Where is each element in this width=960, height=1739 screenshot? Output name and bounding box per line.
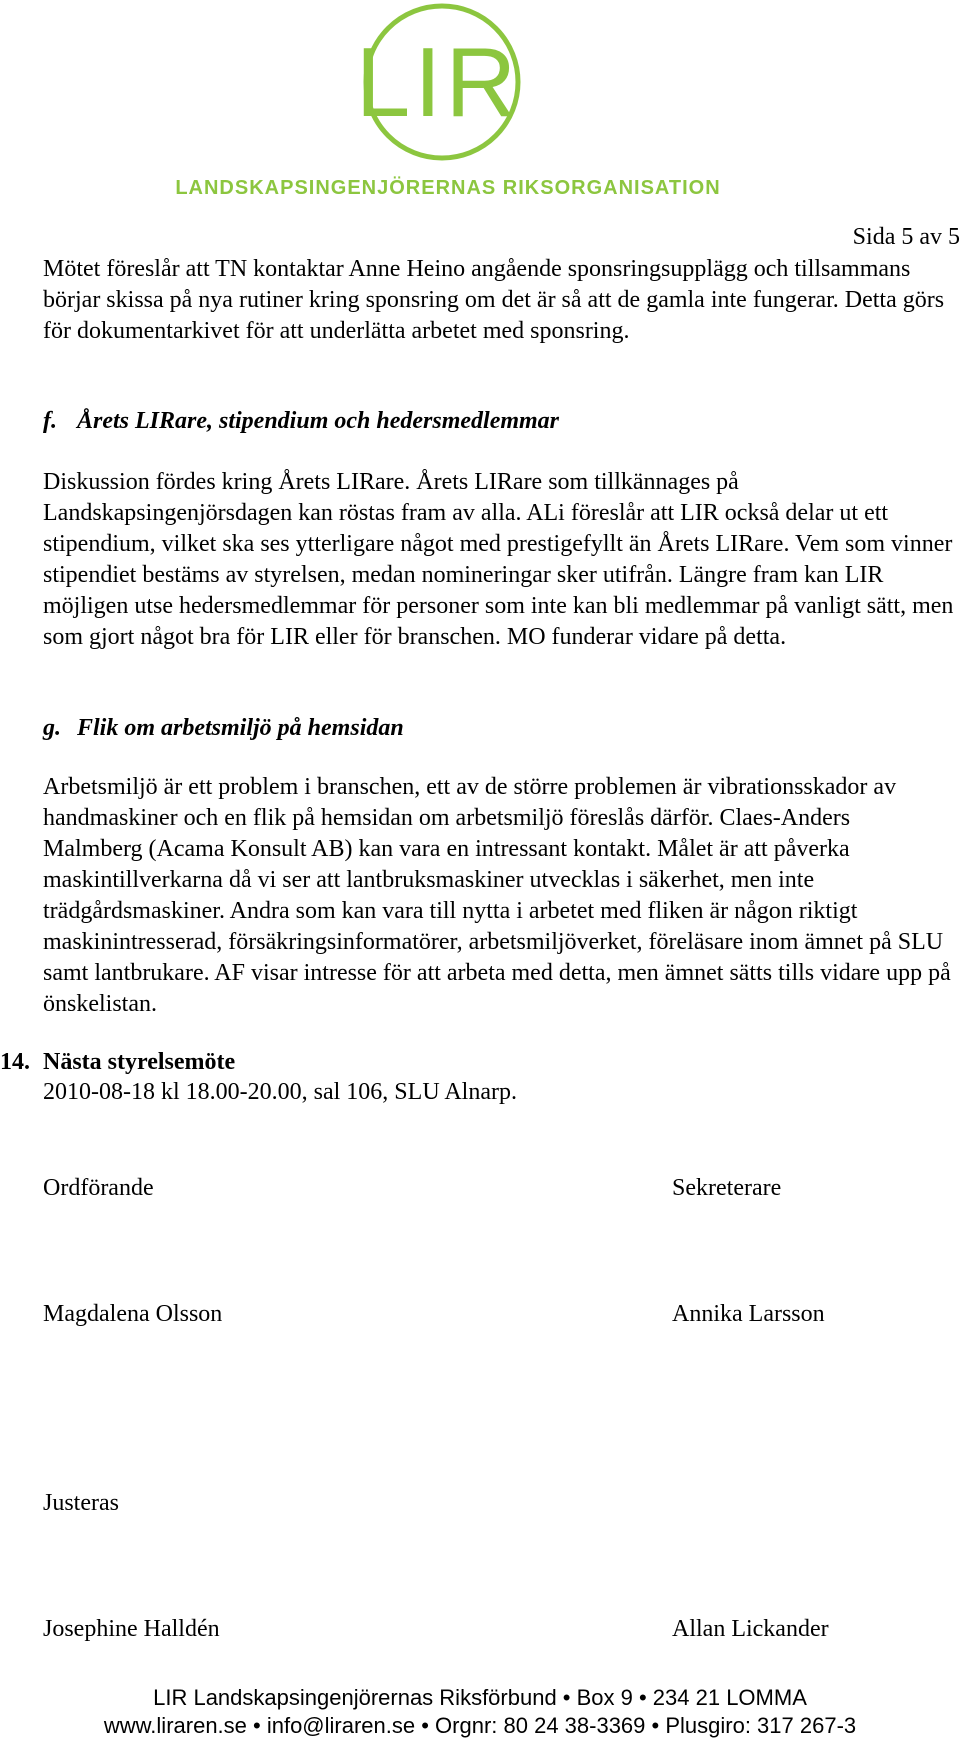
page-number: Sida 5 av 5 — [852, 224, 960, 250]
section-g-title: Flik om arbetsmiljö på hemsidan — [77, 715, 404, 741]
section-g-mark: g. — [43, 715, 61, 741]
logo-wordmark: LIR — [355, 27, 521, 137]
footer-address: LIR Landskapsingenjörernas Riksförbund • Box 9 • 234 21 LOMMA — [153, 1685, 807, 1710]
adjuster-right: Allan Lickander — [672, 1616, 829, 1642]
section-g-paragraph: Arbetsmiljö är ett problem i branschen, ett av de större problemen är vibrationsskador av handmaskiner och en flik på hemsidan om arbetsmiljö föreslås därför. Claes-Anders Malmberg (Acama Konsult AB) kan vara en intressant kontakt. Målet är att påverka maskintillverkarna då vi ser att lantbruksmaskiner utvecklas i säkerhet, men inte trädgårdsmaskiner. Andra som kan vara till nytta i arbetet med fliken är någon riktigt maskinintresserad, försäkringsinformatörer, arbetsmiljöverket, föreläsare inom ämnet på SLU samt lantbrukare. AF visar intresse för att arbeta med detta, men ämnet sätts tills vidare upp på önskelistan. — [43, 774, 951, 1017]
meeting-details: 2010-08-18 kl 18.00-20.00, sal 106, SLU Alnarp. — [43, 1079, 517, 1105]
adjuster-left: Josephine Halldén — [43, 1616, 220, 1642]
role-chairman: Ordförande — [43, 1175, 154, 1201]
adjust-label: Justeras — [43, 1490, 119, 1516]
lir-logo — [0, 0, 960, 200]
section-f-title: Årets LIRare, stipendium och hedersmedlemmar — [77, 408, 560, 434]
intro-paragraph: Mötet föreslår att TN kontaktar Anne Heino angående sponsringsupplägg och tillsammans börjar skissa på nya rutiner kring sponsring om det är så att de gamla inte fungerar. Detta görs för dokumentarkivet för att underlätta arbetet med sponsring. — [43, 256, 945, 344]
section-g-heading — [43, 715, 404, 742]
section-f-heading — [43, 408, 559, 435]
footer-contact: www.liraren.se • info@liraren.se • Orgnr: 80 24 38-3369 • Plusgiro: 317 267-3 — [103, 1713, 857, 1738]
organization-name: LANDSKAPSINGENJÖRERNAS RIKSORGANISATION — [175, 177, 721, 199]
name-secretary: Annika Larsson — [672, 1301, 825, 1327]
section-f-mark: f. — [43, 408, 57, 434]
section-14-title: Nästa styrelsemöte — [43, 1049, 236, 1075]
section-14-heading — [0, 1049, 235, 1076]
role-secretary: Sekreterare — [672, 1175, 782, 1201]
section-f-paragraph: Diskussion fördes kring Årets LIRare. Årets LIRare som tillkännages på Landskapsingenjörsdagen kan röstas fram av alla. ALi föreslår att LIR också delar ut ett stipendium, vilket ska ses ytterligare något med prestigefyllt än Årets LIRare. Vem som vinner stipendiet bestäms av styrelsen, medan nomineringar sker utifrån. Längre fram kan LIR möjligen utse hedersmedlemmar för personer som inte kan bli medlemmar på vanligt sätt, men som gjort något bra för LIR eller för branschen. MO funderar vidare på detta. — [43, 469, 954, 650]
section-14-number: 14. — [0, 1049, 30, 1075]
name-chairman: Magdalena Olsson — [43, 1301, 223, 1327]
